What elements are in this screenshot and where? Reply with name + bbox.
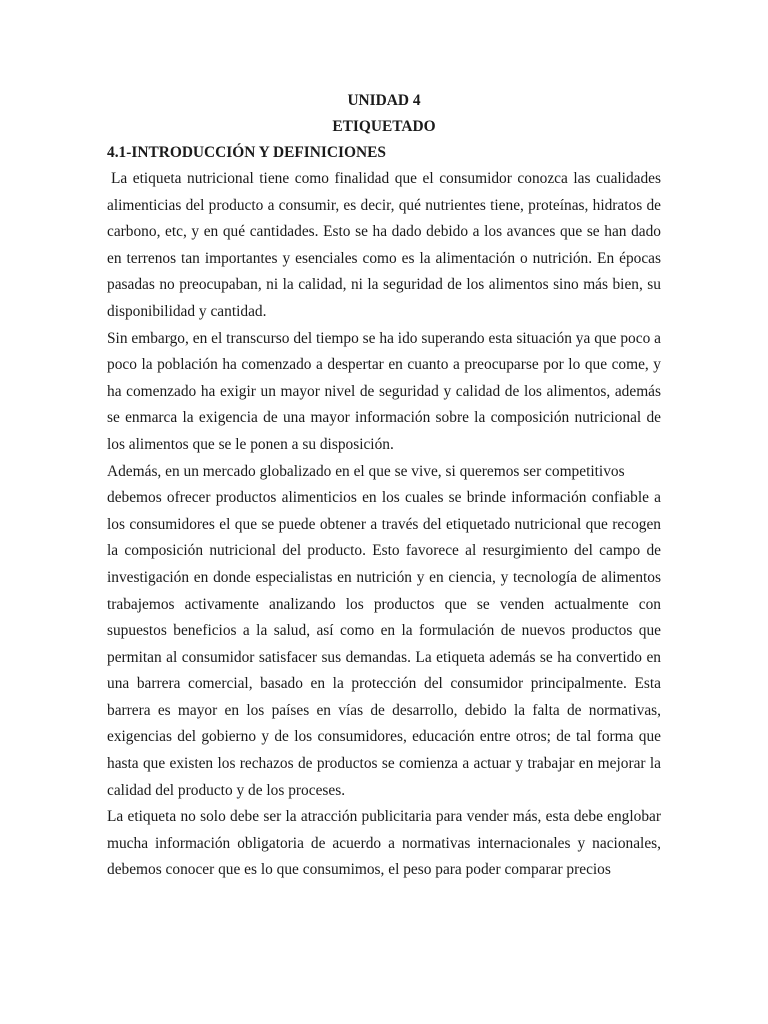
paragraph-2: Sin embargo, en el transcurso del tiempo se ha ido superando esta situación ya que poco a poco la población ha comenzado a despertar en cuanto a preocuparse por lo que come, y ha comenzado ha exigir un mayor nivel de seguridad y calidad de los alimentos, además se enmarca la exigencia de una mayor información sobre la composición nutricional de los alimentos que se le ponen a su disposición.: [107, 329, 661, 453]
section-heading: 4.1-INTRODUCCIÓN Y DEFINICIONES: [107, 144, 386, 161]
chapter-title: ETIQUETADO: [332, 118, 436, 135]
unit-title: UNIDAD 4: [347, 92, 421, 109]
paragraph-3: Además, en un mercado globalizado en el que se vive, si queremos ser competitivos: [107, 462, 625, 480]
document-page: [107, 88, 661, 884]
paragraph-5: La etiqueta no solo debe ser la atracción publicitaria para vender más, esta debe englobar mucha información obligatoria de acuerdo a normativas internacionales y nacionales, debemos conocer que es lo que consumimos, el peso para poder comparar precios: [107, 808, 661, 879]
paragraph-1: La etiqueta nutricional tiene como finalidad que el consumidor conozca las cualidades alimenticias del producto a consumir, es decir, qué nutrientes tiene, proteínas, hidratos de carbono, etc, y en qué cantidades. Esto se ha dado debido a los avances que se han dado en terrenos tan importantes y esenciales como es la alimentación o nutrición. En épocas pasadas no preocupaban, ni la calidad, ni la seguridad de los alimentos sino más bien, su disponibilidad y cantidad.: [107, 170, 661, 320]
paragraph-4: debemos ofrecer productos alimenticios en los cuales se brinde información confiable a los consumidores el que se puede obtener a través del etiquetado nutricional que recogen la composición nutricional del producto. Esto favorece al resurgimiento del campo de investigación en donde especialistas en nutrición y en ciencia, y tecnología de alimentos trabajemos activamente analizando los productos que se venden actualmente con supuestos beneficios a la salud, así como en la formulación de nuevos productos que permitan al consumidor satisfacer sus demandas. La etiqueta además se ha convertido en una barrera comercial, basado en la protección del consumidor principalmente. Esta barrera es mayor en los países en vías de desarrollo, debido la falta de normativas, exigencias del gobierno y de los consumidores, educación entre otros; de tal forma que hasta que existen los rechazos de productos se comienza a actuar y trabajar en mejorar la calidad del producto y de los proceses.: [107, 489, 661, 799]
